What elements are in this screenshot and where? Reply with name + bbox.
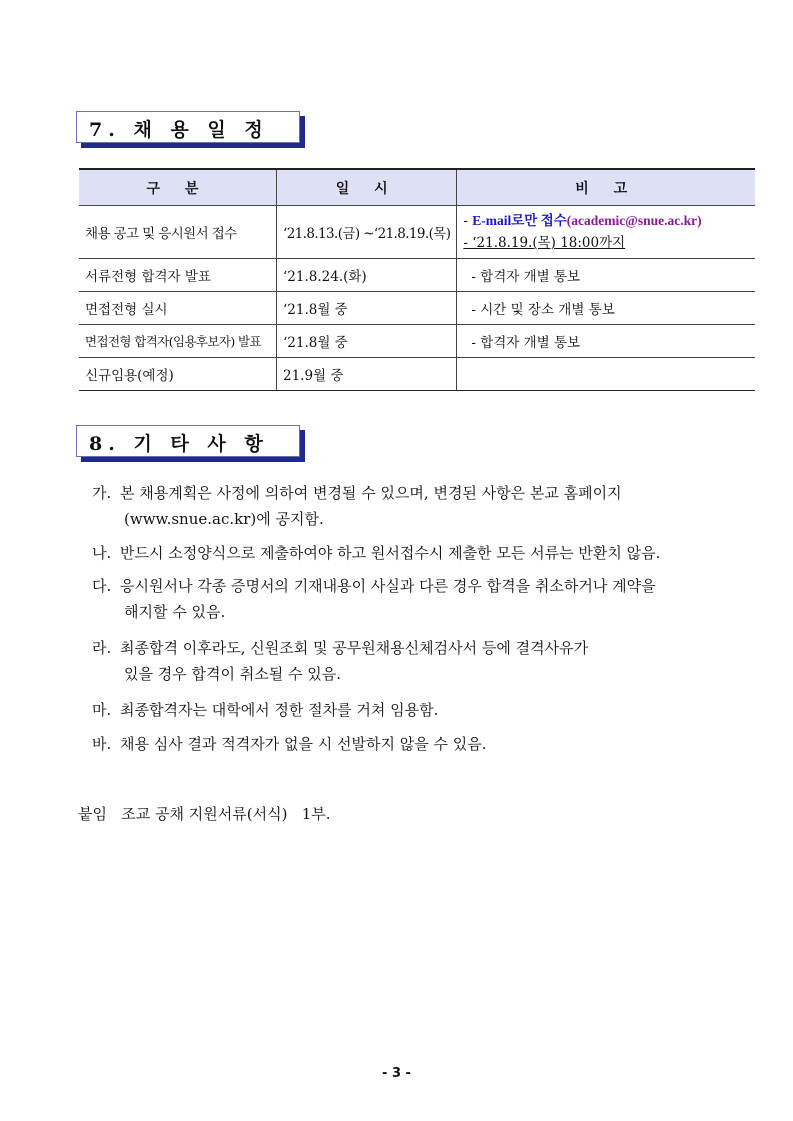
table-row: [79, 259, 755, 292]
cell-note: - 합격자 개별 통보: [457, 259, 755, 292]
item-text: 반드시 소정양식으로 제출하여야 하고 원서접수시 제출한 모든 서류는 반환치 않음.: [120, 544, 661, 562]
table-header-row: [79, 169, 755, 206]
item-text-cont: 해지할 수 있음.: [124, 603, 226, 621]
section-8-header: [76, 425, 300, 457]
list-item: [92, 635, 732, 687]
item-text-cont: 있을 경우 합격이 취소될 수 있음.: [124, 665, 341, 683]
table-row: [79, 358, 755, 391]
item-mark: 나.: [92, 544, 112, 562]
item-text: 최종합격 이후라도, 신원조회 및 공무원채용신체검사서 등에 결격사유가: [120, 639, 589, 657]
item-mark: 마.: [92, 701, 112, 719]
cell-note: [457, 358, 755, 391]
item-mark: 다.: [92, 577, 112, 595]
cell-category: 채용 공고 및 응시원서 접수: [79, 206, 277, 259]
cell-category: 신규임용(예정): [79, 358, 277, 391]
cell-datetime: ‘21.8.13.(금) ~‘21.8.19.(목): [277, 206, 457, 259]
item-text: 최종합격자는 대학에서 정한 절차를 거쳐 임용함.: [120, 701, 439, 719]
section-7-header: [76, 111, 300, 143]
table-row: [79, 292, 755, 325]
cell-note: - 시간 및 장소 개별 통보: [457, 292, 755, 325]
section-8-title: 8. 기 타 사 항: [89, 433, 269, 455]
item-mark: 라.: [92, 639, 112, 657]
list-item: [92, 697, 732, 723]
note-dash: -: [463, 213, 473, 229]
cell-datetime: 21.9월 중: [277, 358, 457, 391]
schedule-table: [79, 168, 755, 391]
note-email-line: [463, 210, 749, 232]
email-address: (academic@snue.ac.kr): [566, 213, 702, 228]
item-text: 응시원서나 각종 증명서의 기재내용이 사실과 다른 경우 합격을 취소하거나 계약을: [120, 577, 656, 595]
table-row: [79, 325, 755, 358]
attachment-note: 붙임 조교 공채 지원서류(서식) 1부.: [78, 805, 331, 823]
list-item: [92, 731, 732, 757]
section-7-title: 7. 채 용 일 정: [89, 119, 269, 141]
cell-note: - 합격자 개별 통보: [457, 325, 755, 358]
list-item: [92, 540, 732, 566]
cell-datetime: ‘21.8월 중: [277, 292, 457, 325]
email-only-label: E-mail로만 접수: [472, 213, 567, 228]
cell-category: 면접전형 실시: [79, 292, 277, 325]
list-item: [92, 573, 732, 625]
cell-datetime: ‘21.8월 중: [277, 325, 457, 358]
item-mark: 바.: [92, 735, 112, 753]
cell-datetime: ‘21.8.24.(화): [277, 259, 457, 292]
table-row: [79, 206, 755, 259]
page-number: - 3 -: [382, 1066, 411, 1081]
note-deadline: - ‘21.8.19.(목) 18:00까지: [463, 235, 626, 251]
cell-category: 면접전형 합격자(임용후보자) 발표: [79, 325, 277, 358]
item-text-cont: (www.snue.ac.kr)에 공지함.: [124, 510, 324, 528]
cell-category: 서류전형 합격자 발표: [79, 259, 277, 292]
item-text: 채용 심사 결과 적격자가 없을 시 선발하지 않을 수 있음.: [120, 735, 487, 753]
header-datetime: 일 시: [277, 169, 457, 206]
list-item: [92, 480, 732, 532]
header-note: 비 고: [457, 169, 755, 206]
item-text: 본 채용계획은 사정에 의하여 변경될 수 있으며, 변경된 사항은 본교 홈페이지: [120, 484, 622, 502]
cell-note: [457, 206, 755, 259]
header-category: 구 분: [79, 169, 277, 206]
item-mark: 가.: [92, 484, 112, 502]
